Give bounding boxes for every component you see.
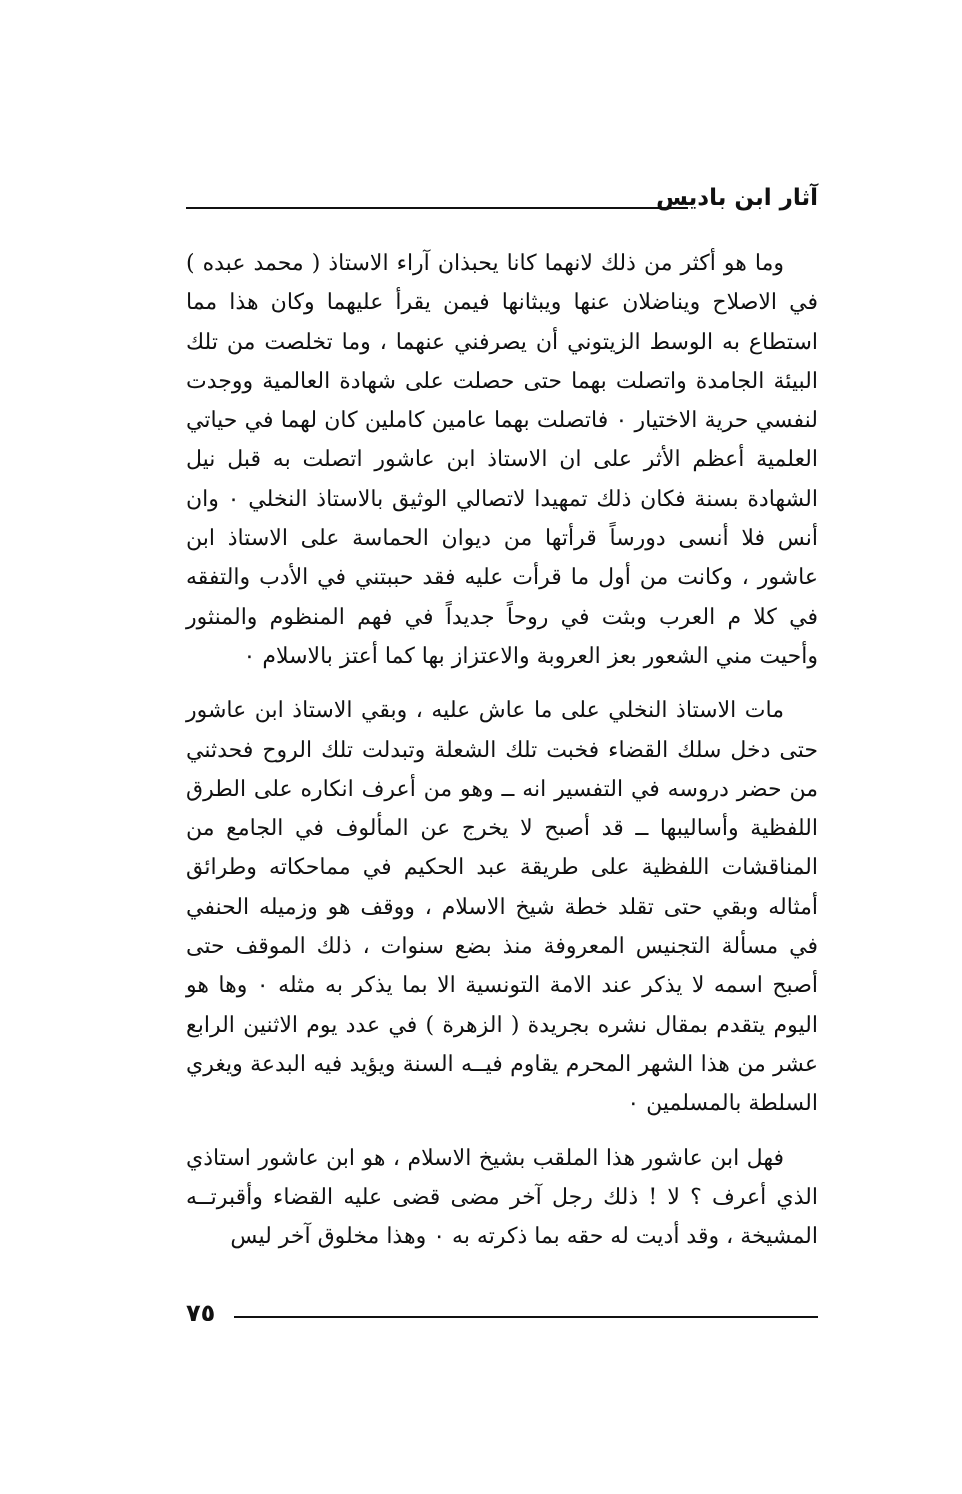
page-footer bbox=[186, 1298, 818, 1328]
paragraph-1: وما هو أكثر من ذلك لانهما كانا يحبذان آراء الاستاذ ( محمد عبده ) في الاصلاح ويناضلان عنها ويبثانها فيمن يقرأ عليهما وكان هذا مما استطاع به الوسط الزيتوني أن يصرفني عنهما ، وما تخلصت من تلك البيئة الجامدة واتصلت بهما حتى حصلت على شهادة العالمية ووجدت لنفسي حرية الاختيار ٠ فاتصلت بهما عامين كاملين كان لهما في حياتي العلمية أعظم الأثر على ان الاستاذ ابن عاشور اتصلت به قبل نيل الشهادة بسنة فكان ذلك تمهيدا لاتصالي الوثيق بالاستاذ النخلي ٠ وان أنس فلا أنسى دورساً قرأتها من ديوان الحماسة على الاستاذ ابن عاشور ، وكانت من أول ما قرأت عليه فقد حببتني في الأدب والتفقه في كلا م العرب وبثت في روحاً جديداً في فهم المنظوم والمنثور وأحيت مني الشعور بعز العروبة والاعتزاز بها كما أعتز بالاسلام ٠ bbox=[186, 251, 818, 669]
body-text bbox=[186, 244, 818, 1256]
page-number: ٧٥ bbox=[186, 1299, 216, 1327]
paragraph-2: مات الاستاذ النخلي على ما عاش عليه ، وبقي الاستاذ ابن عاشور حتى دخل سلك القضاء فخبت تلك الشعلة وتبدلت تلك الروح فحدثني من حضر دروسه في التفسير انه ــ وهو من أعرف انكاره على الطرق اللفظية وأساليبها ــ قد أصبح لا يخرج عن المألوف في الجامع من المناقشات اللفظية على طريقة عبد الحكيم في مماحكاته وطرائق أمثاله وبقي حتى تقلد خطة شيخ الاسلام ، ووقف هو وزميله الحنفي في مسألة التجنيس المعروفة منذ بضع سنوات ، ذلك الموقف حتى أصبح اسمه لا يذكر عند الامة التونسية الا بما يذكر به مثله ٠ وها هو اليوم يتقدم بمقال نشره بجريدة ( الزهرة ) في عدد يوم الاثنين الرابع عشر من هذا الشهر المحرم يقاوم فيــه السنة ويؤيد فيه البدعة ويغري السلطة بالمسلمين ٠ bbox=[186, 698, 818, 1117]
running-title: آثار ابن باديس bbox=[656, 185, 818, 211]
page-header bbox=[186, 184, 818, 216]
paragraph-3: فهل ابن عاشور هذا الملقب بشيخ الاسلام ، هو ابن عاشور استاذي الذي أعرف ؟ لا ! ذلك رجل آخر مضى قضى عليه القضاء وأقبرتــه المشيخة ، وقد أديت له حقه بما ذكرته به ٠ وهذا مخلوق آخر ليس bbox=[186, 1145, 818, 1250]
footer-rule bbox=[234, 1316, 818, 1318]
header-rule-line bbox=[186, 207, 688, 209]
header-rule bbox=[186, 184, 688, 216]
